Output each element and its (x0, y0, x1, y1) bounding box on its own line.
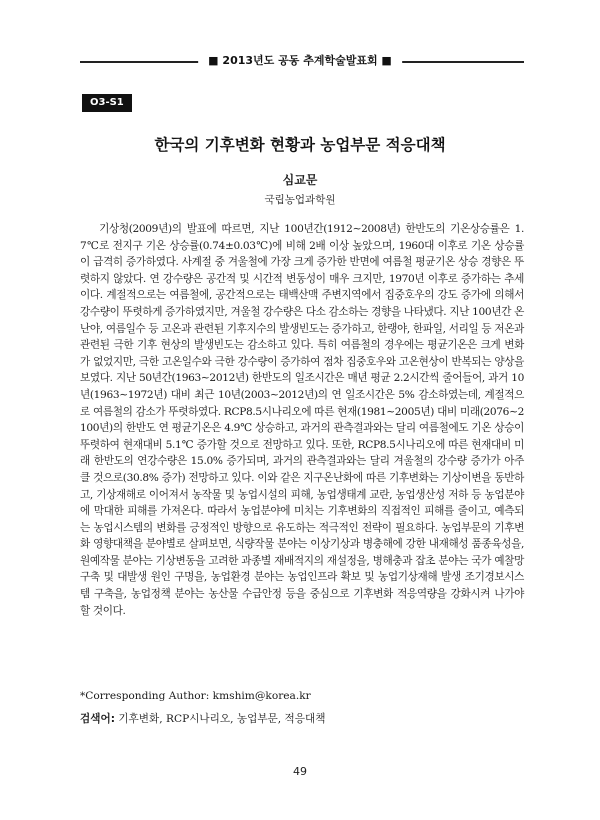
keywords-label: 검색어: (80, 713, 115, 725)
author-name: 심교문 (282, 173, 318, 187)
abstract-body: 기상청(2009년)의 발표에 따르면, 지난 100년간(1912∼2008년) 한반도의 기온상승률은 1.7℃로 전지구 기온 상승률(0.74±0.03℃)에 비해 2배 이상 높았으며, 1960대 이후로 기온 상승률이 급격히 증가하였다. 사계절 중 겨울철에 가장 크게 증가한 반면에 여름철 평균기온 상승 경향은 뚜렷하지 않았다. 연 강수량은 공간적 및 시간적 변동성이 매우 크지만, 1970년 이후로 증가하는 추세이다. 계절적으로는 여름철에, 공간적으로는 태백산맥 주변지역에서 집중호우의 강도 증가에 의해서 강수량이 뚜렷하게 증가하였지만, 겨울철 강수량은 다소 감소하는 경향을 나타냈다. 지난 100년간 온난야, 여름일수 등 고온과 관련된 기후지수의 발생빈도는 증가하고, 한랭야, 한파일, 서리일 등 저온과 관련된 극한 기후 현상의 발생빈도는 감소하고 있다. 특히 여름철의 경우에는 평균기온은 크게 변화가 없었지만, 극한 고온일수와 극한 강수량이 증가하여 점차 집중호우와 고온현상이 반복되는 양상을 보였다. 지난 50년간(1963∼2012년) 한반도의 일조시간은 매년 평균 2.2시간씩 줄어들어, 과거 10년(1963∼1972년) 대비 최근 10년(2003∼2012년)의 연 일조시간은 5% 감소하였는데, 계절적으로 여름철의 감소가 뚜렷하였다. RCP8.5시나리오에 따른 현재(1981∼2005년) 대비 미래(2076∼2100년)의 한반도 연 평균기온은 4.9℃ 상승하고, 과거의 관측결과와는 달리 여름철에도 기온 상승이 뚜렷하여 현재대비 5.1℃ 증가할 것으로 전망하고 있다. 또한, RCP8.5시나리오에 따른 현재대비 미래 한반도의 연강수량은 15.0% 증가되며, 과거의 관측결과와는 달리 겨울철의 강수량 증가가 아주 클 것으로(30.8% 증가) 전망하고 있다. 이와 같은 지구온난화에 따른 기후변화는 기상이변을 동반하고, 기상재해로 이어져서 농작물 및 농업시설의 피해, 농업생태계 교란, 농업생산성 저하 등 농업분야에 막대한 피해를 가져온다. 따라서 농업분야에 미치는 기후변화의 직접적인 피해를 줄이고, 예측되는 농업시스템의 변화를 긍정적인 방향으로 유도하는 적극적인 전략이 필요하다. 농업부문의 기후변화 영향대책을 분야별로 살펴보면, 식량작물 분야는 이상기상과 병충해에 강한 내재해성 품종육성을, 원예작물 분야는 기상변동을 고려한 과종별 재배적지의 재설정을, 병해충과 잡초 분야는 국가 예찰망 구축 및 대발생 원인 구명을, 농업환경 분야는 농업인프라 확보 및 농업기상재해 발생 조기경보시스템 구축을, 농업정책 분야는 농산물 수급안정 등을 중심으로 기후변화 적응역량을 강화시켜 나가야 할 것이다. (80, 223, 524, 617)
corresponding-author: *Corresponding Author: kmshim@korea.kr (80, 690, 311, 702)
running-header (198, 53, 402, 69)
page-number: 49 (293, 765, 307, 778)
affiliation: 국립농업과학원 (264, 194, 336, 206)
paper-title: 한국의 기후변화 현황과 농업부문 적응대책 (154, 136, 446, 154)
header-left-marker: ■ (208, 54, 219, 67)
keywords-terms: 기후변화, RCP시나리오, 농업부문, 적응대책 (118, 713, 326, 725)
session-tag: O3-S1 (82, 94, 132, 112)
header-title: 2013년도 공동 추계학술발표회 (222, 54, 378, 67)
header-right-marker: ■ (381, 54, 392, 67)
keywords (80, 711, 524, 727)
